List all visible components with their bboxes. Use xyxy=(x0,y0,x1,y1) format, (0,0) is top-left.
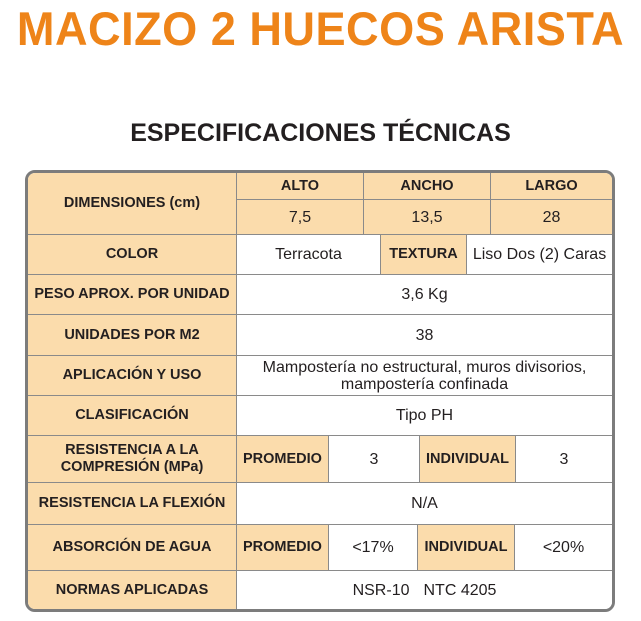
aplicacion-label: APLICACIÓN Y USO xyxy=(28,356,237,396)
compresion-promedio-label: PROMEDIO xyxy=(237,436,329,483)
dimension-header-largo: LARGO xyxy=(491,173,612,200)
compresion-individual-label: INDIVIDUAL xyxy=(420,436,516,483)
absorcion-individual-value: <20% xyxy=(515,525,612,571)
dimension-value-ancho: 13,5 xyxy=(364,200,491,235)
flexion-label: RESISTENCIA LA FLEXIÓN xyxy=(28,483,237,525)
clasificacion-value: Tipo PH xyxy=(237,396,612,436)
color-value: Terracota xyxy=(237,235,381,275)
aplicacion-value-line1: Mampostería no estructural, muros divisorios, xyxy=(262,358,587,376)
texture-label: TEXTURA xyxy=(381,235,467,275)
absorcion-promedio-value: <17% xyxy=(329,525,418,571)
unidades-value: 38 xyxy=(237,315,612,356)
unidades-label: UNIDADES POR M2 xyxy=(28,315,237,356)
clasificacion-label: CLASIFICACIÓN xyxy=(28,396,237,436)
normas-value xyxy=(237,571,612,609)
peso-value: 3,6 Kg xyxy=(237,275,612,315)
dimension-header-ancho: ANCHO xyxy=(364,173,491,200)
dimension-value-alto: 7,5 xyxy=(237,200,364,235)
page-title: MACIZO 2 HUECOS ARISTA xyxy=(16,2,625,55)
dimension-header-alto: ALTO xyxy=(237,173,364,200)
compresion-label-line1: RESISTENCIA A LA xyxy=(65,442,199,458)
aplicacion-value-line2: mampostería confinada xyxy=(340,375,509,393)
dimensions-label: DIMENSIONES (cm) xyxy=(28,173,237,235)
absorcion-promedio-label: PROMEDIO xyxy=(237,525,329,571)
compresion-individual-value: 3 xyxy=(516,436,612,483)
compresion-label-line2: COMPRESIÓN (MPa) xyxy=(60,459,204,475)
normas-label: NORMAS APLICADAS xyxy=(28,571,237,609)
compresion-promedio-value: 3 xyxy=(329,436,420,483)
peso-label: PESO APROX. POR UNIDAD xyxy=(28,275,237,315)
compresion-label xyxy=(28,436,237,483)
flexion-value: N/A xyxy=(237,483,612,525)
texture-value: Liso Dos (2) Caras xyxy=(467,235,612,275)
color-label: COLOR xyxy=(28,235,237,275)
normas-value-nsr: NSR-10 xyxy=(352,581,410,599)
dimension-value-largo: 28 xyxy=(491,200,612,235)
aplicacion-value xyxy=(237,356,612,396)
normas-value-ntc: NTC 4205 xyxy=(423,581,497,599)
section-subtitle: ESPECIFICACIONES TÉCNICAS xyxy=(130,119,511,147)
absorcion-label: ABSORCIÓN DE AGUA xyxy=(28,525,237,571)
absorcion-individual-label: INDIVIDUAL xyxy=(418,525,515,571)
spec-table xyxy=(25,170,615,612)
